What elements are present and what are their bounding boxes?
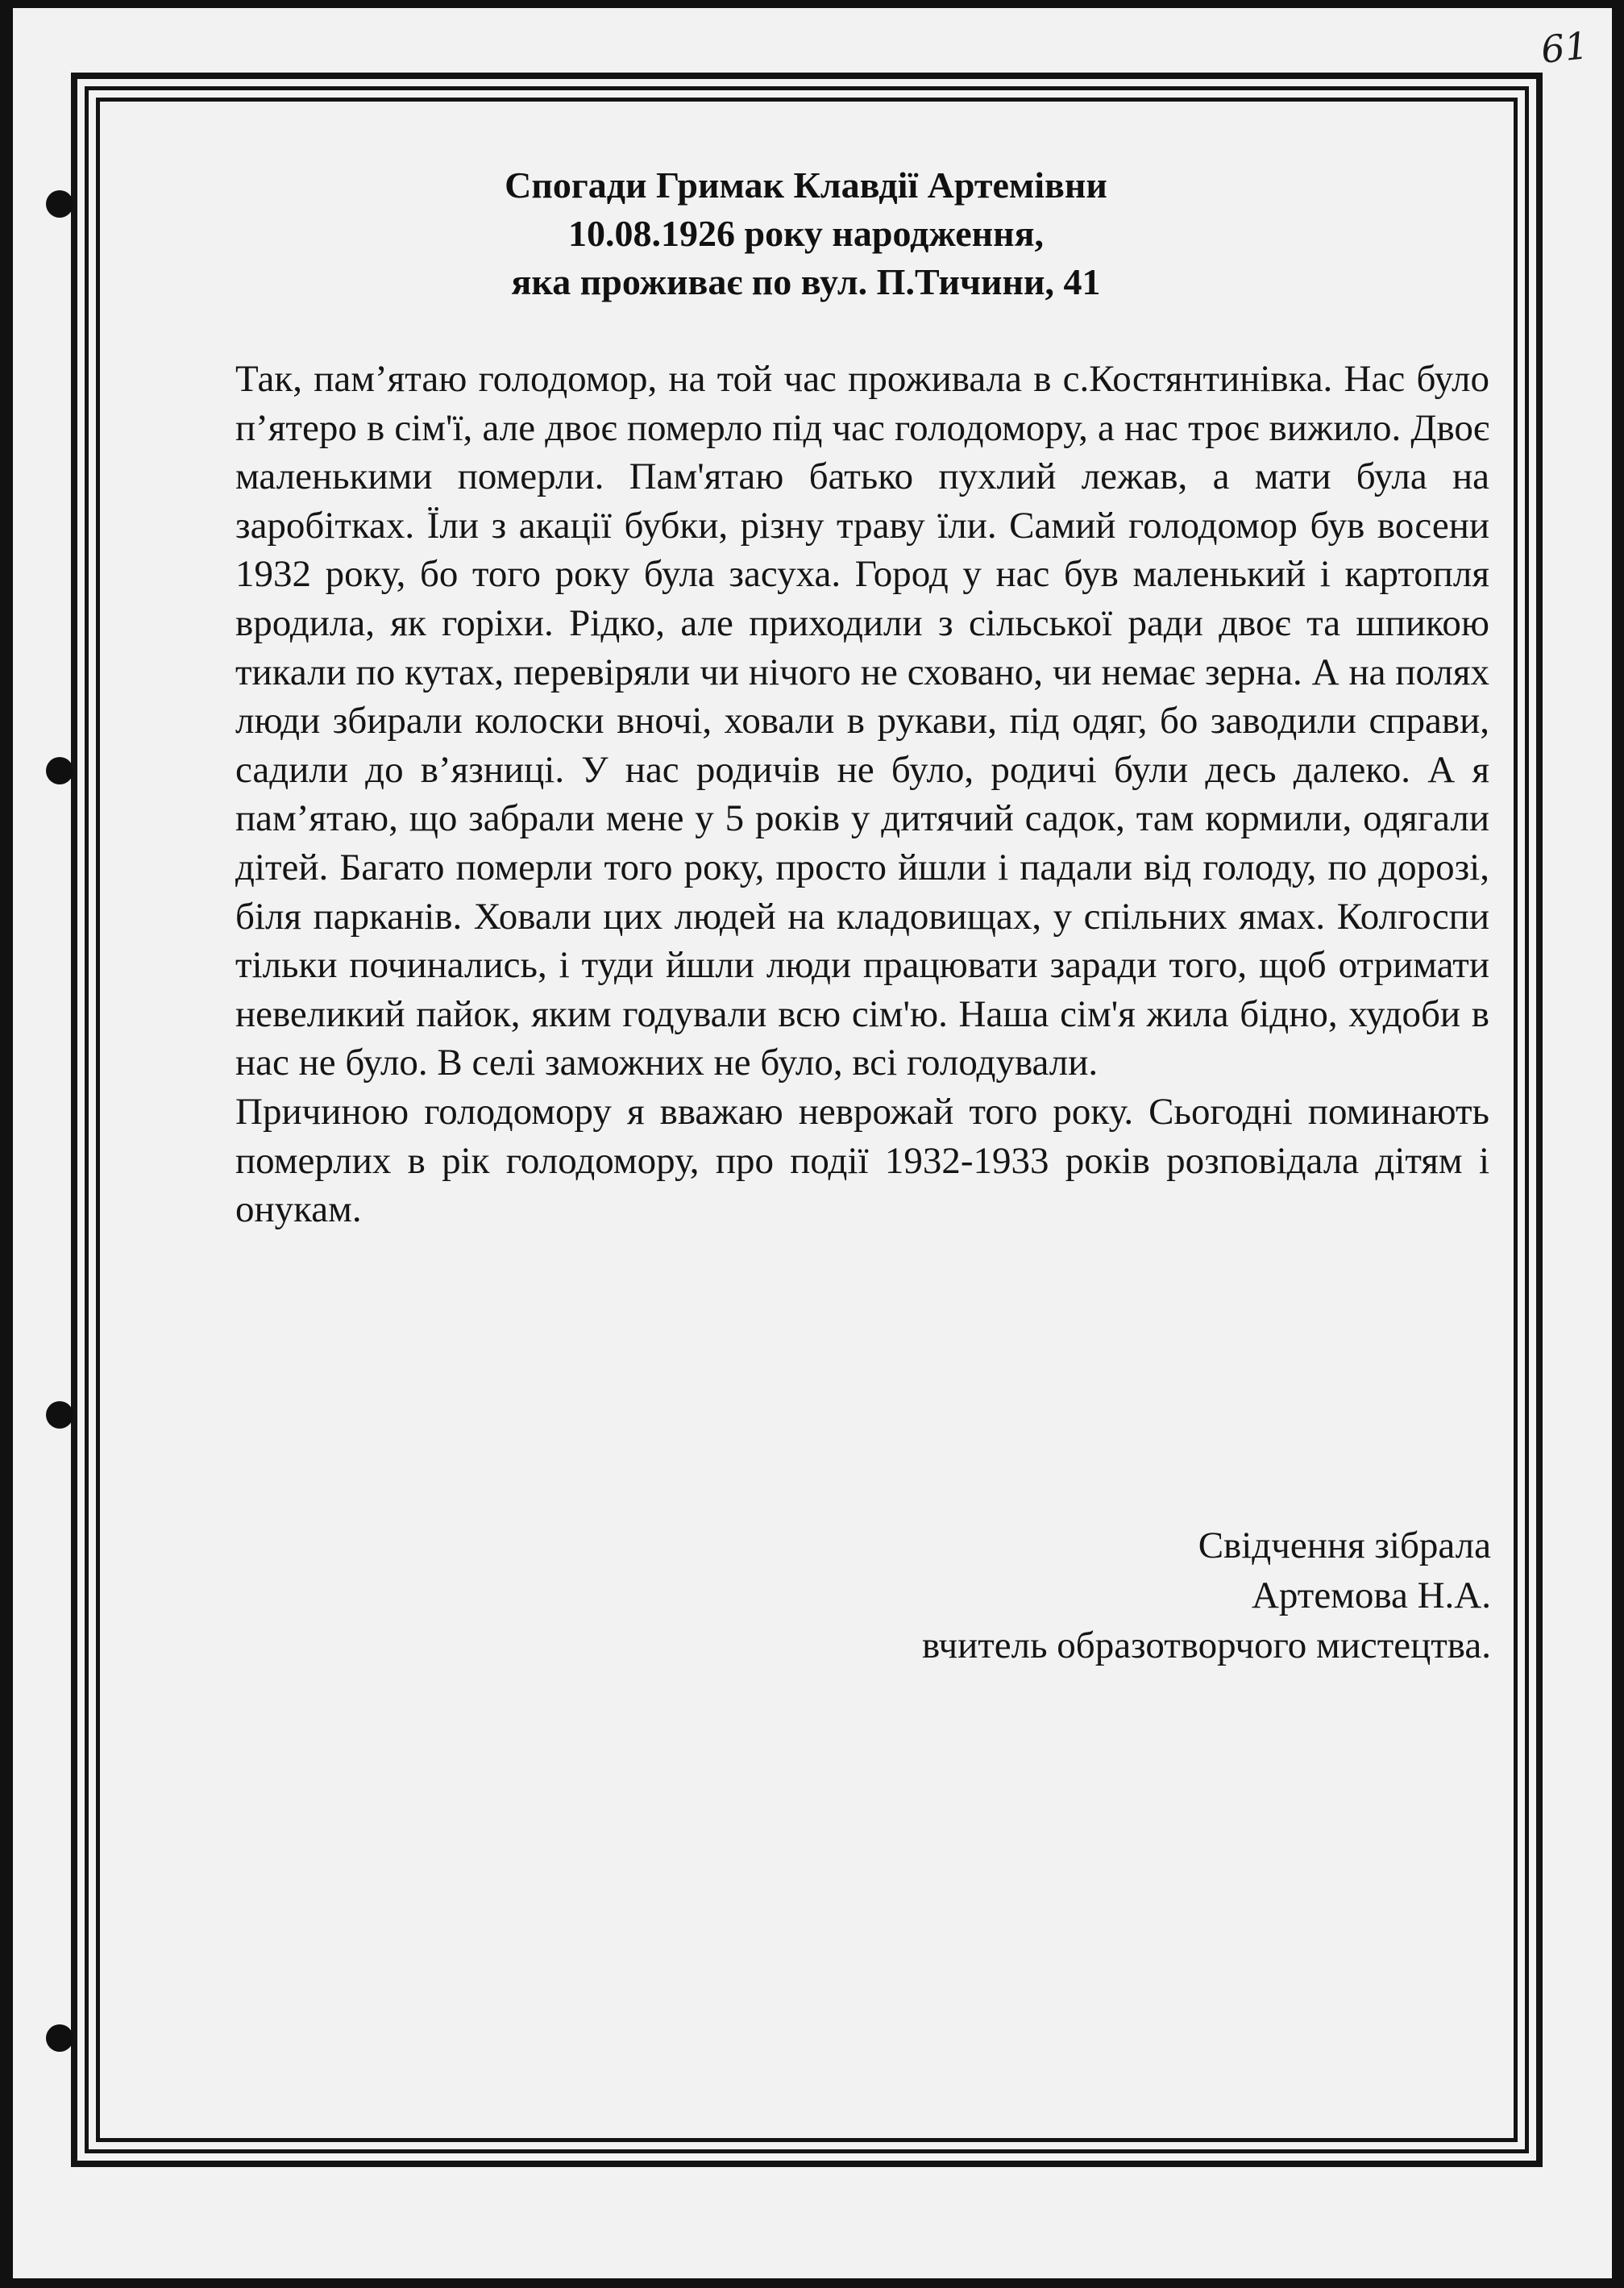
testimony-paragraph-1: Так, пам’ятаю голодомор, на той час проживала в с.Костянтинівка. Нас було п’ятеро в сім'ї, але двоє померло під час голодомору, а нас троє вижило. Двоє маленькими померли. Пам'ятаю батько пухлий лежав, а мати була на заробітках. Їли з акації бубки, різну траву їли. Самий голодомор був восени 1932 року, бо того року була засуха. Город у нас був маленький і картопля вродила, як горіхи. Рідко, але приходили з сільської ради двоє та шпикою тикали по кутах, перевіряли чи нічого не сховано, чи немає зерна. А на полях люди збирали колоски вночі, ховали в рукави, під одяг, бо заводили справи, садили до в’язниці. У нас родичів не було, родичі були десь далеко. А я пам’ятаю, що забрали мене у 5 років у дитячий садок, там кормили, одягали дітей. Багато померли того року, просто йшли і падали від голоду, по дорозі, біля парканів. Ховали цих людей на кладовищах, у спільних ямах. Колгоспи тільки починались, і туди йшли люди працювати заради того, щоб отримати невеликий пайок, яким годували всю сім'ю. Наша сім'я жила бідно, худоби в нас не було. В селі заможних не було, всі голодували. [235, 358, 1489, 1084]
punch-hole-2 [46, 757, 73, 784]
signature-block [725, 1520, 1491, 1670]
signature-name: Артемова Н.А. [1251, 1575, 1491, 1616]
document-title [113, 161, 1499, 306]
title-line-birthdate: 10.08.1926 року народження, [567, 213, 1045, 254]
handwritten-page-number: 61 [1539, 23, 1591, 72]
signature-collected-by: Свідчення зібрала [1198, 1525, 1491, 1566]
punch-hole-1 [46, 190, 73, 218]
testimony-text [235, 355, 1489, 1234]
signature-position: вчитель образотворчого мистецтва. [922, 1624, 1491, 1666]
testimony-paragraph-2: Причиною голодомору я вважаю неврожай того року. Сьогодні поминають померлих в рік голодомору, про події 1932-1933 років розповідала дітям і онукам. [235, 1090, 1489, 1231]
punch-hole-4 [46, 2024, 73, 2052]
punch-hole-3 [46, 1401, 73, 1429]
title-line-address: яка проживає по вул. П.Тичини, 41 [511, 261, 1101, 302]
title-line-name: Спогади Гримак Клавдії Артемівни [505, 164, 1107, 206]
